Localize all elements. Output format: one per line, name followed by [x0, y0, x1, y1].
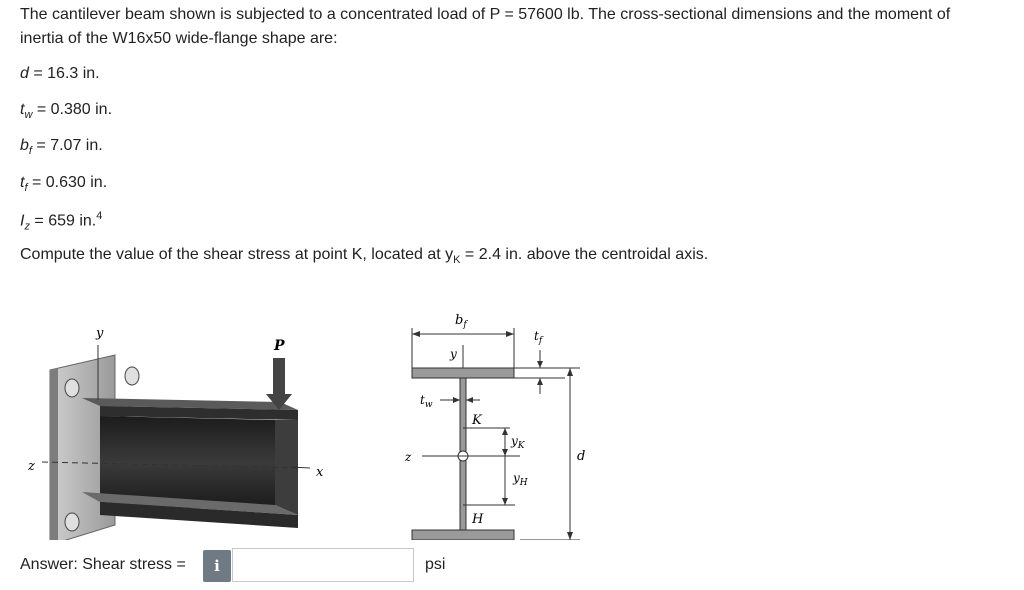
- beam-y-label: y: [96, 326, 104, 341]
- answer-label: Answer: Shear stress =: [20, 556, 186, 573]
- wide-flange-beam: [82, 398, 298, 528]
- section-y-label: y: [450, 347, 457, 361]
- dim-bf: $b_f = 7.07$ in.: [20, 137, 103, 158]
- point-K-label: K: [472, 413, 482, 428]
- dim-Iz: $I_z = 659$ in.$^4$: [20, 210, 103, 233]
- d-label: d: [577, 449, 586, 464]
- beam-x-label: x: [316, 465, 324, 480]
- tw-label: $t_w$: [420, 393, 433, 410]
- section-z-label: z: [405, 450, 412, 464]
- unit-label: psi: [425, 556, 446, 573]
- yH-label: $y_H$: [513, 471, 528, 488]
- problem-line-1: The cantilever beam shown is subjected to a concentrated load of P = 57600 lb. The cross-sectional dimensions and the moment of: [20, 6, 951, 23]
- beam-z-label: z: [28, 459, 35, 474]
- info-icon[interactable]: i: [203, 550, 231, 582]
- question-text: Compute the value of the shear stress at point K, located at $y_K = 2.4$ in. above the centroidal axis.: [20, 246, 709, 267]
- point-H-label: H: [472, 512, 484, 527]
- dim-d: d = 16.3 in.: [20, 65, 100, 82]
- dim-tf: $t_f = 0.630$ in.: [20, 174, 108, 195]
- tf-label: $t_f$: [534, 329, 543, 346]
- yK-label: $y_K$: [511, 434, 525, 451]
- bf-label: $b_f$: [455, 313, 467, 330]
- cross-section: [412, 368, 514, 540]
- cantilever-beam-figure: [20, 310, 620, 540]
- load-P-label: P: [274, 338, 285, 354]
- problem-line-2: inertia of the W16x50 wide-flange shape are:: [20, 30, 338, 47]
- shear-stress-input[interactable]: [232, 548, 414, 582]
- dim-tw: $t_w = 0.380$ in.: [20, 101, 113, 122]
